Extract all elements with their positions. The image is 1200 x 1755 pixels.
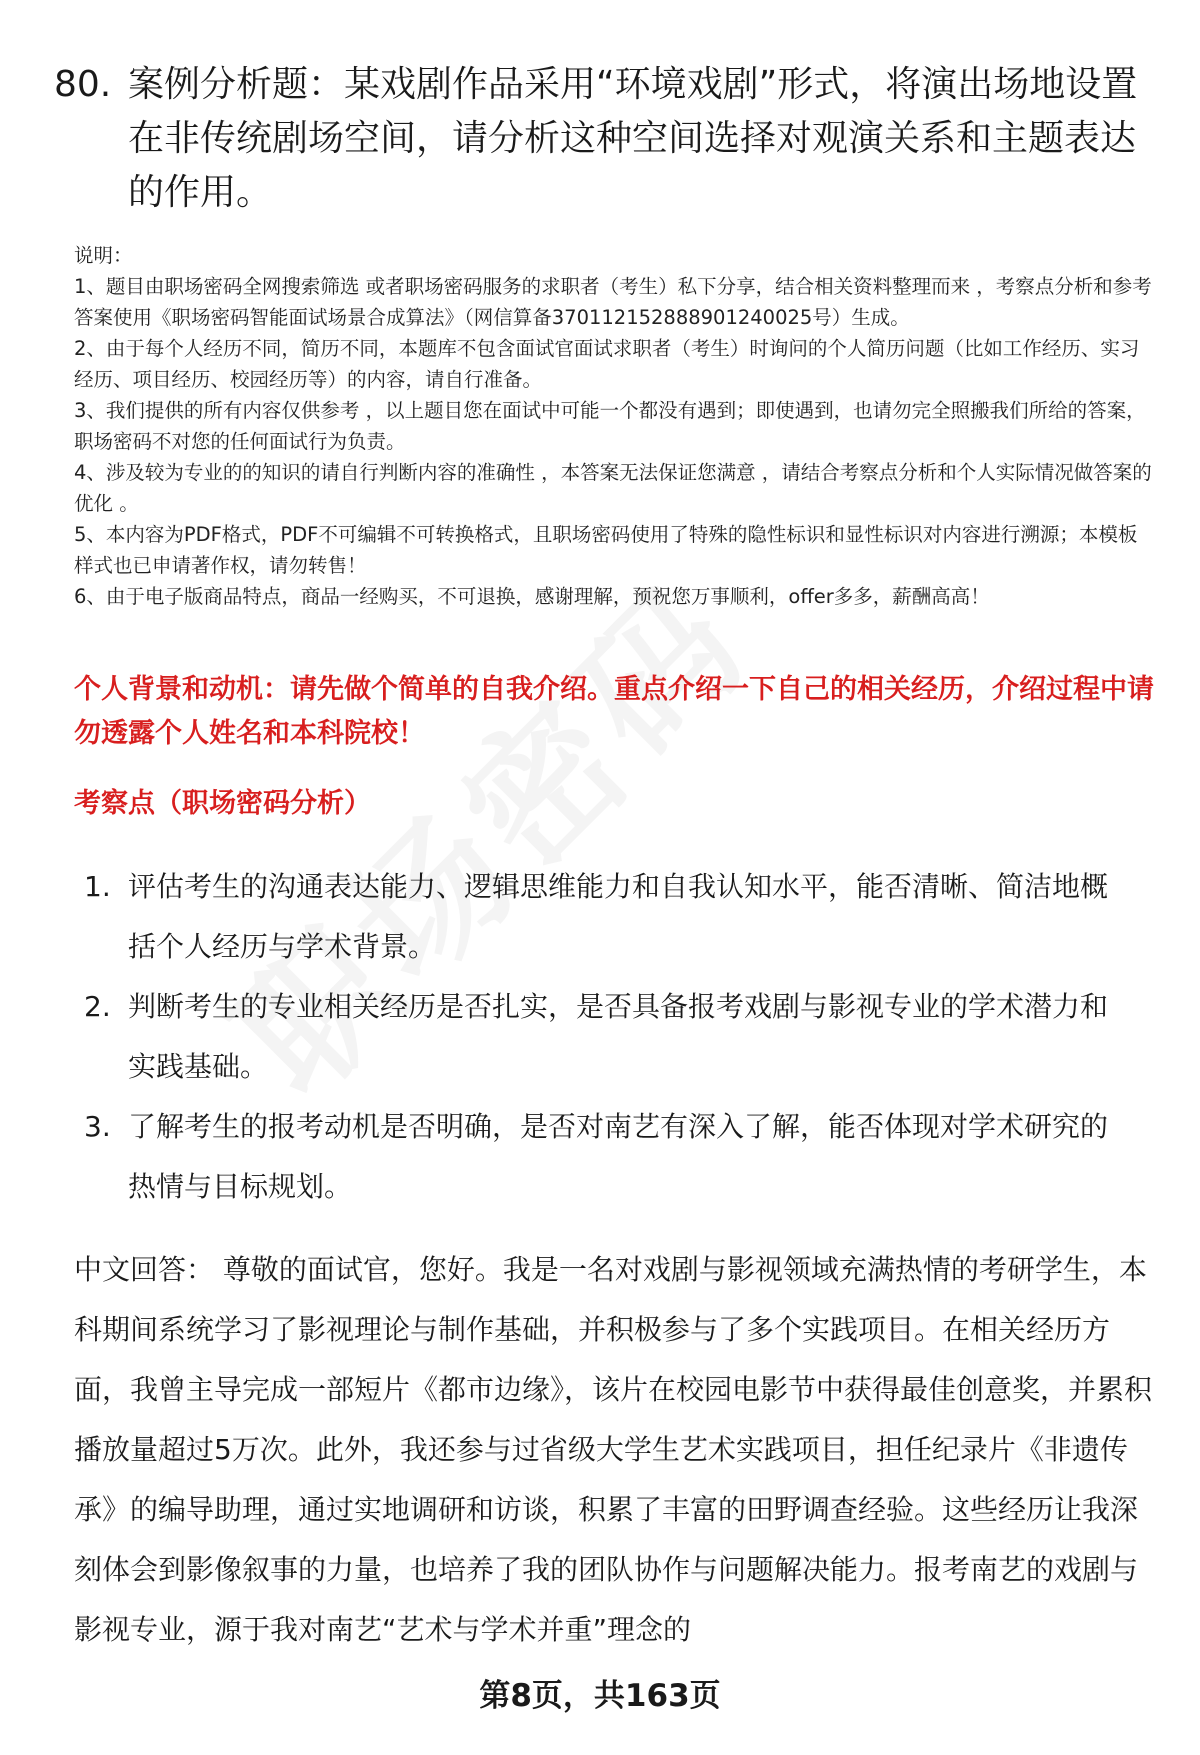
point-text: 判断考生的专业相关经历是否扎实，是否具备报考戏剧与影视专业的学术潜力和实践基础。 bbox=[128, 990, 1109, 1083]
analysis-point bbox=[84, 1097, 1154, 1217]
notes-section bbox=[74, 240, 1154, 612]
question bbox=[54, 58, 1154, 220]
note-item: 4、涉及较为专业的的知识的请自行判断内容的准确性 ，本答案无法保证您满意 ，请结合考察点分析和个人实际情况做答案的优化 。 bbox=[74, 461, 1152, 515]
point-text: 评估考生的沟通表达能力、逻辑思维能力和自我认知水平，能否清晰、简洁地概括个人经历与学术背景。 bbox=[128, 870, 1109, 963]
point-text: 了解考生的报考动机是否明确，是否对南艺有深入了解，能否体现对学术研究的热情与目标规划。 bbox=[128, 1110, 1109, 1203]
question-number: 80. bbox=[54, 64, 112, 105]
analysis-point bbox=[84, 977, 1154, 1097]
point-number: 1. bbox=[84, 870, 111, 903]
analysis-points bbox=[84, 857, 1154, 1217]
question-text: 案例分析题：某戏剧作品采用“环境戏剧”形式，将演出场地设置在非传统剧场空间，请分析这种空间选择对观演关系和主题表达的作用。 bbox=[128, 64, 1138, 213]
note-item: 5、本内容为PDF格式，PDF不可编辑不可转换格式，且职场密码使用了特殊的隐性标识和显性标识对内容进行溯源；本模板样式也已申请著作权，请勿转售！ bbox=[74, 523, 1138, 577]
notes-title: 说明： bbox=[74, 244, 133, 267]
point-number: 3. bbox=[84, 1110, 111, 1143]
answer-text: 中文回答： 尊敬的面试官，您好。我是一名对戏剧与影视领域充满热情的考研学生，本科期间系统学习了影视理论与制作基础，并积极参与了多个实践项目。在相关经历方面，我曾主导完成一部短片《都市边缘》，该片在校园电影节中获得最佳创意奖，并累积播放量超过5万次。此外，我还参与过省级大学生艺术实践项目，担任纪录片《非遗传承》的编导助理，通过实地调研和访谈，积累了丰富的田野调查经验。这些经历让我深刻体会到影像叙事的力量，也培养了我的团队协作与问题解决能力。报考南艺的戏剧与影视专业，源于我对南艺“艺术与学术并重”理念的 bbox=[74, 1253, 1153, 1646]
note-item: 2、由于每个人经历不同，简历不同，本题库不包含面试官面试求职者（考生）时询问的个人简历问题（比如工作经历、实习经历、项目经历、校园经历等）的内容，请自行准备。 bbox=[74, 337, 1140, 391]
note-item: 6、由于电子版商品特点，商品一经购买，不可退换，感谢理解，预祝您万事顺利，offer多多，薪酬高高！ bbox=[74, 585, 990, 608]
background-prompt: 个人背景和动机：请先做个简单的自我介绍。重点介绍一下自己的相关经历，介绍过程中请勿透露个人姓名和本科院校！ bbox=[74, 674, 1154, 749]
analysis-heading: 考察点（职场密码分析） bbox=[74, 788, 371, 819]
point-number: 2. bbox=[84, 990, 111, 1023]
analysis-point bbox=[84, 857, 1154, 977]
page-footer: 第8页，共163页 bbox=[479, 1678, 721, 1714]
note-item: 3、我们提供的所有内容仅供参考 ，以上题目您在面试中可能一个都没有遇到；即使遇到，也请勿完全照搬我们所给的答案，职场密码不对您的任何面试行为负责。 bbox=[74, 399, 1146, 453]
note-item: 1、题目由职场密码全网搜索筛选 或者职场密码服务的求职者（考生）私下分享，结合相关资料整理而来 ，考察点分析和参考答案使用《职场密码智能面试场景合成算法》（网信算备370112152888901240025号）生成。 bbox=[74, 275, 1152, 329]
